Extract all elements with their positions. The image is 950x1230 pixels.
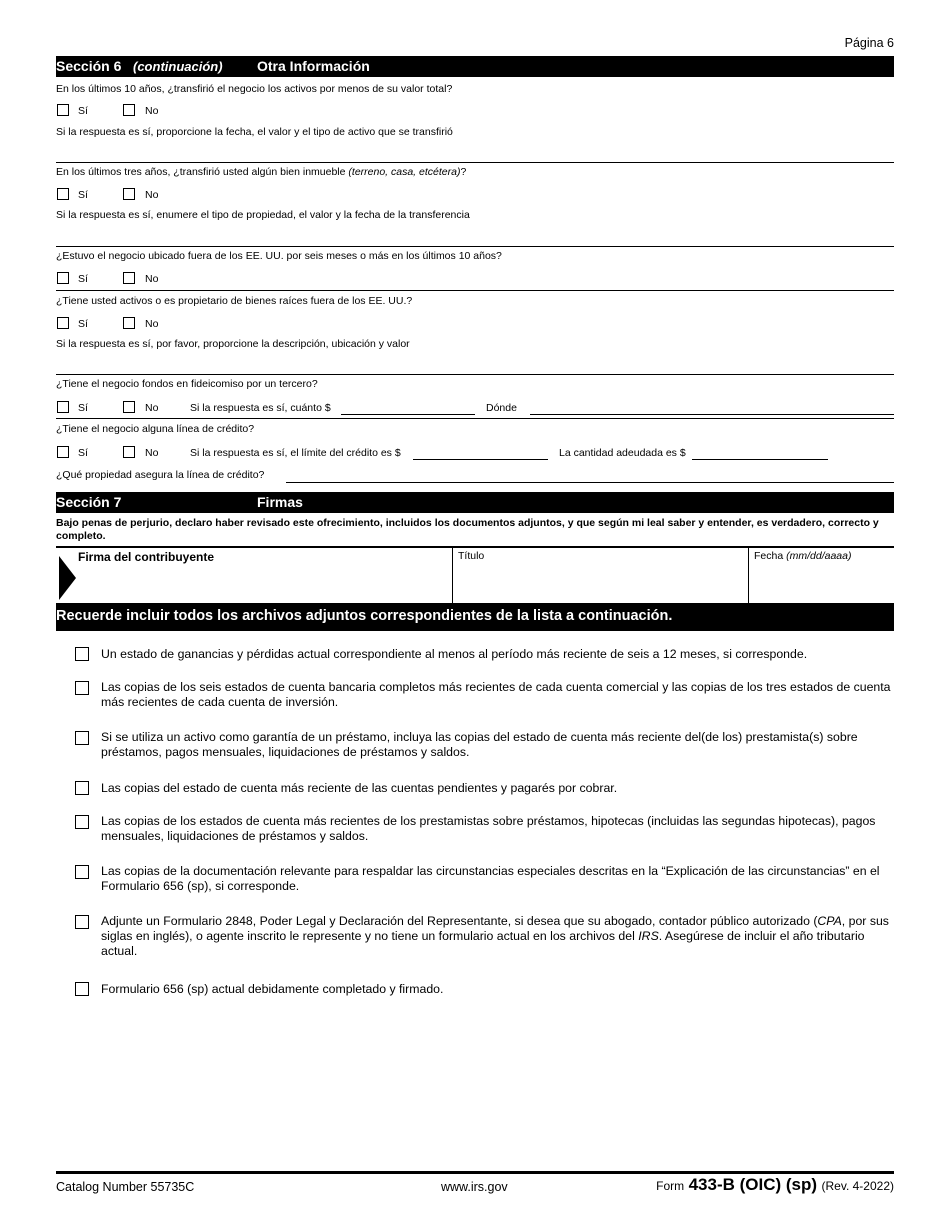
attachments-header-text: Recuerde incluir todos los archivos adjuntos correspondientes de la lista a continuación. <box>56 608 673 624</box>
q2-answer-line[interactable] <box>56 246 894 247</box>
q5-amount-label: Si la respuesta es sí, cuánto $ <box>190 402 331 414</box>
q5-no-checkbox[interactable] <box>123 401 135 413</box>
q6-property-field[interactable] <box>286 482 894 483</box>
q6-yes-checkbox[interactable] <box>57 446 69 458</box>
q6-no-label: No <box>145 447 159 459</box>
attachment-item-2: Las copias de los seis estados de cuenta bancaria completos más recientes de cada cuenta comercial y las copias de los tres estados de cuenta más recientes de cada cuenta de inversión. <box>101 680 891 709</box>
q5-yes-checkbox[interactable] <box>57 401 69 413</box>
arrow-right-icon <box>59 556 76 600</box>
q2-followup: Si la respuesta es sí, enumere el tipo de propiedad, el valor y la fecha de la transferencia <box>56 209 470 221</box>
section6-header <box>56 56 894 77</box>
footer-rule <box>56 1171 894 1174</box>
q2-no-checkbox[interactable] <box>123 188 135 200</box>
title-divider <box>748 547 749 603</box>
attachment-item-8: Formulario 656 (sp) actual debidamente completado y firmado. <box>101 982 444 996</box>
attachment-item-7-part3: . Asegúrese de incluir el año tributario actual. <box>101 929 865 958</box>
attachment-checkbox-3[interactable] <box>75 731 89 745</box>
q4-yes-checkbox[interactable] <box>57 317 69 329</box>
title-field[interactable] <box>458 566 743 600</box>
q3-no-checkbox[interactable] <box>123 272 135 284</box>
form-number: 433-B (OIC) (sp) <box>688 1175 818 1194</box>
title-label: Título <box>458 550 485 562</box>
website: www.irs.gov <box>441 1180 508 1194</box>
section7-header <box>56 492 894 513</box>
q1-yes-label: Sí <box>78 105 88 117</box>
attachment-checkbox-8[interactable] <box>75 982 89 996</box>
q1-yes-checkbox[interactable] <box>57 104 69 116</box>
date-field[interactable] <box>754 566 890 600</box>
q6-no-checkbox[interactable] <box>123 446 135 458</box>
q4-no-label: No <box>145 318 159 330</box>
q1-no-label: No <box>145 105 159 117</box>
q6-yes-label: Sí <box>78 447 88 459</box>
signature-divider <box>452 547 453 603</box>
form-revision: (Rev. 4-2022) <box>821 1179 894 1193</box>
q4-no-checkbox[interactable] <box>123 317 135 329</box>
q2-question <box>56 166 466 178</box>
q3-question: ¿Estuvo el negocio ubicado fuera de los EE. UU. por seis meses o más en los últimos 10 años? <box>56 250 502 262</box>
attachment-item-7-part2: , por sus siglas en inglés), o agente inscrito le represente y no tiene un formulario actual en los archivos del <box>101 914 889 943</box>
q6-owed-field[interactable] <box>692 459 828 460</box>
q1-no-checkbox[interactable] <box>123 104 135 116</box>
section6-title: Otra Información <box>257 58 370 74</box>
q5-yes-label: Sí <box>78 402 88 414</box>
attachment-item-7-irs: IRS <box>638 929 659 943</box>
date-label <box>754 550 851 562</box>
attachment-checkbox-6[interactable] <box>75 865 89 879</box>
attachment-item-7 <box>101 914 891 959</box>
section7-title: Firmas <box>257 494 303 510</box>
q6-question: ¿Tiene el negocio alguna línea de crédito? <box>56 423 255 435</box>
attachments-header <box>56 603 894 631</box>
attachment-item-3: Si se utiliza un activo como garantía de un préstamo, incluya las copias del estado de cuenta más reciente del(de los) prestamista(s) sobre préstamos, pagos mensuales, liquidaciones de préstamos y saldos. <box>101 730 858 759</box>
attachment-checkbox-7[interactable] <box>75 915 89 929</box>
date-label-text: Fecha <box>754 550 784 562</box>
attachment-item-6: Las copias de la documentación relevante para respaldar las circunstancias especiales descritas en la “Explicación de las circunstancias” en el Formulario 656 (sp), si corresponde. <box>101 864 880 893</box>
form-word: Form <box>656 1179 685 1193</box>
form-id <box>656 1175 894 1195</box>
section7-declaration: Bajo penas de perjurio, declaro haber revisado este ofrecimiento, incluidos los documentos adjuntos, y que según mi leal saber y entender, es verdadero, correcto y completo. <box>56 517 879 542</box>
page-number: Página 6 <box>844 36 894 50</box>
attachment-checkbox-2[interactable] <box>75 681 89 695</box>
attachment-item-1: Un estado de ganancias y pérdidas actual correspondiente al menos al período más reciente de seis a 12 meses, si corresponde. <box>101 647 808 661</box>
q5-where-field[interactable] <box>530 414 894 415</box>
attachment-item-7-cpa: CPA <box>817 914 842 928</box>
q3-yes-checkbox[interactable] <box>57 272 69 284</box>
q6-property-label: ¿Qué propiedad asegura la línea de crédito? <box>56 469 265 481</box>
catalog-number: Catalog Number 55735C <box>56 1180 195 1194</box>
q2-question-text: En los últimos tres años, ¿transfirió usted algún bien inmueble <box>56 166 349 178</box>
attachment-checkbox-5[interactable] <box>75 815 89 829</box>
attachment-item-7-part1: Adjunte un Formulario 2848, Poder Legal y Declaración del Representante, si desea que su abogado, contador público autorizado ( <box>101 914 818 928</box>
q2-yes-label: Sí <box>78 189 88 201</box>
q5-no-label: No <box>145 402 159 414</box>
q1-answer-line[interactable] <box>56 162 894 163</box>
attachment-item-4: Las copias del estado de cuenta más reciente de las cuentas pendientes y pagarés por cobrar. <box>101 781 618 795</box>
q5-question: ¿Tiene el negocio fondos en fideicomiso por un tercero? <box>56 378 318 390</box>
q5-divider <box>56 418 894 419</box>
signature-field[interactable] <box>78 566 448 600</box>
q3-no-label: No <box>145 273 159 285</box>
q1-followup: Si la respuesta es sí, proporcione la fecha, el valor y el tipo de activo que se transfirió <box>56 126 453 138</box>
section6-label: Sección 6 <box>56 58 122 74</box>
q3-divider <box>56 290 894 291</box>
attachment-item-5: Las copias de los estados de cuenta más recientes de los prestamistas sobre préstamos, hipotecas (incluidas las segundas hipotecas), pagos mensuales, liquidaciones de préstamos y saldos. <box>101 814 876 843</box>
section7-label: Sección 7 <box>56 494 122 510</box>
q2-no-label: No <box>145 189 159 201</box>
q3-yes-label: Sí <box>78 273 88 285</box>
date-format: (mm/dd/aaaa) <box>786 550 852 562</box>
q6-limit-label: Si la respuesta es sí, el límite del crédito es $ <box>190 447 401 459</box>
q4-yes-label: Sí <box>78 318 88 330</box>
q4-followup: Si la respuesta es sí, por favor, proporcione la descripción, ubicación y valor <box>56 338 410 350</box>
q6-limit-field[interactable] <box>413 459 548 460</box>
attachment-checkbox-1[interactable] <box>75 647 89 661</box>
q5-amount-field[interactable] <box>341 414 475 415</box>
q2-question-italic: (terreno, casa, etcétera) <box>348 166 461 178</box>
q2-yes-checkbox[interactable] <box>57 188 69 200</box>
q4-answer-line[interactable] <box>56 374 894 375</box>
q1-question: En los últimos 10 años, ¿transfirió el negocio los activos por menos de su valor total? <box>56 83 453 95</box>
signature-top-line <box>56 546 894 548</box>
q6-owed-label: La cantidad adeudada es $ <box>559 447 686 459</box>
q5-where-label: Dónde <box>486 402 517 414</box>
signature-label: Firma del contribuyente <box>78 550 215 564</box>
attachment-checkbox-4[interactable] <box>75 781 89 795</box>
q4-question: ¿Tiene usted activos o es propietario de bienes raíces fuera de los EE. UU.? <box>56 295 413 307</box>
q2-question-end: ? <box>460 166 467 178</box>
section6-cont: (continuación) <box>133 59 223 74</box>
